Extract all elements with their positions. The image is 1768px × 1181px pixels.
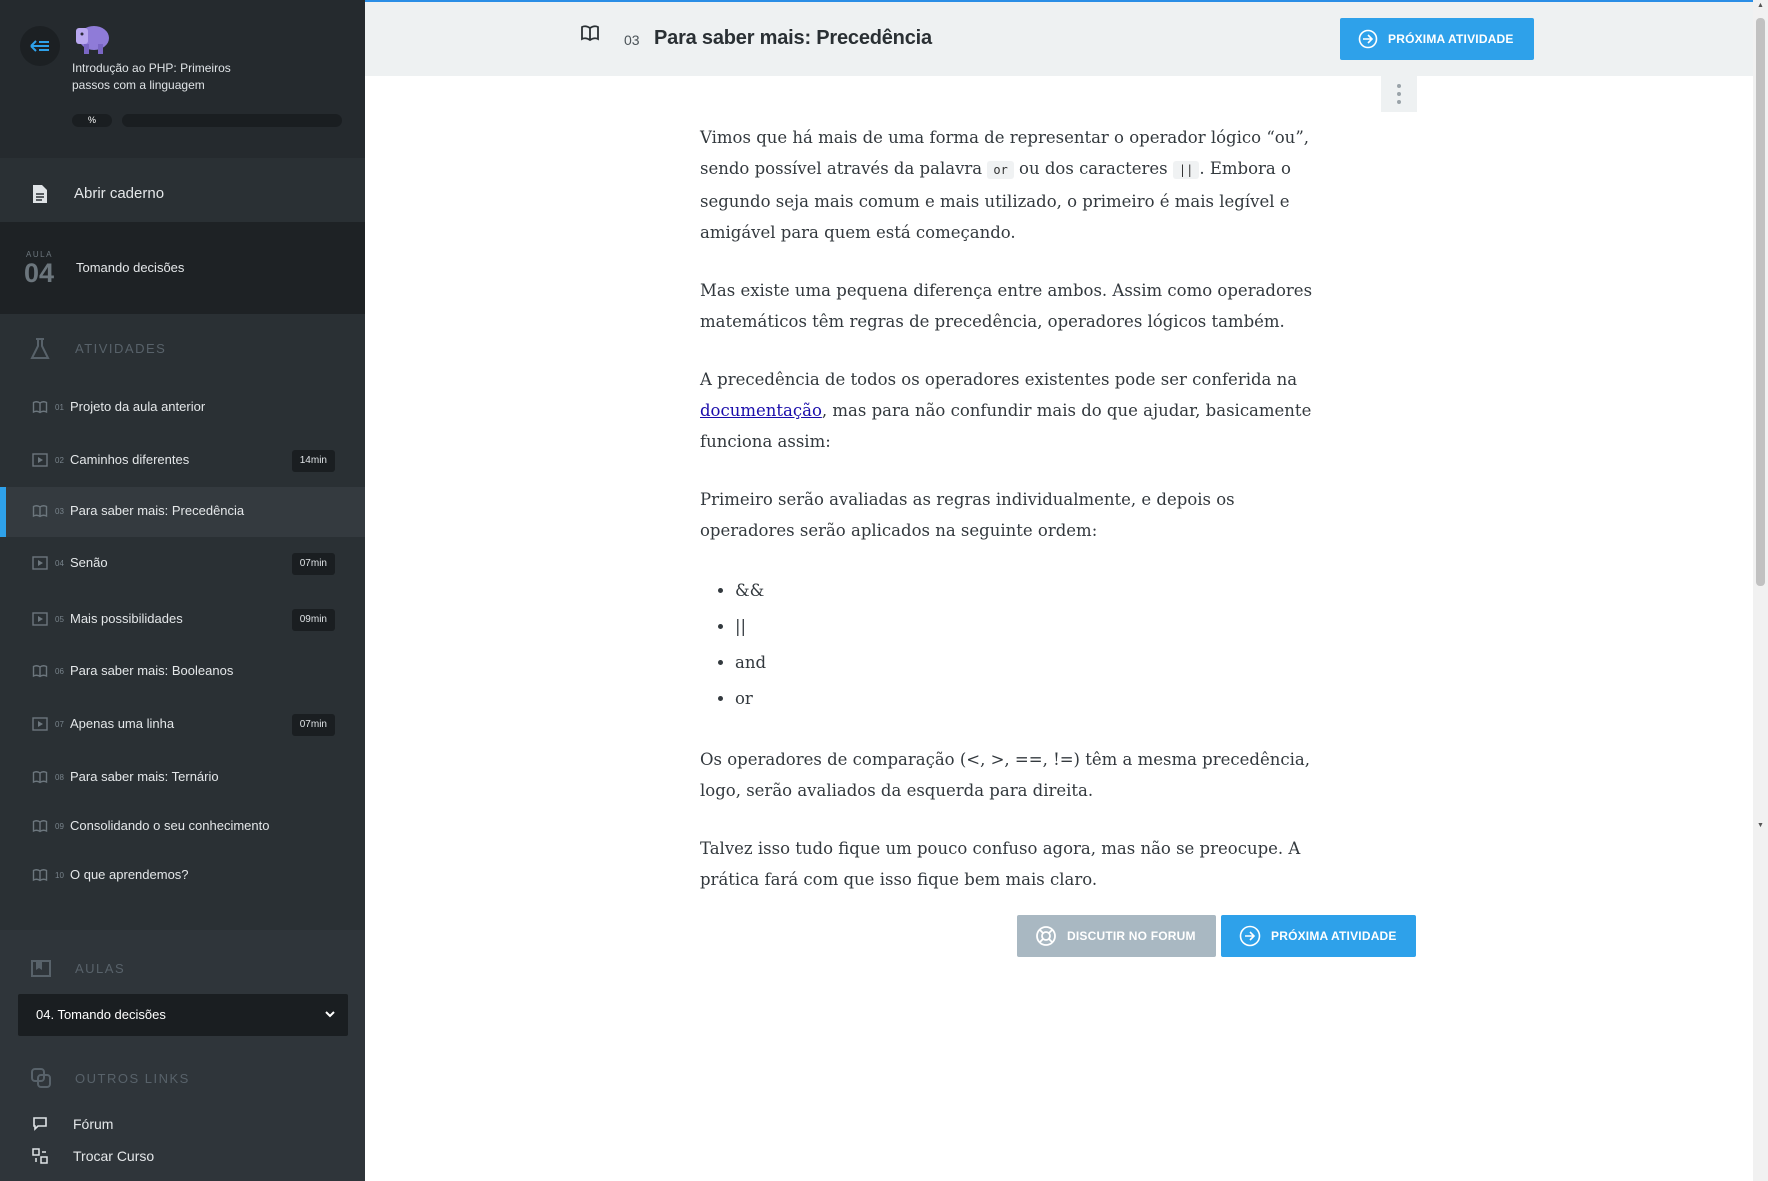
operator-order-list xyxy=(735,573,1330,717)
text: Vimos que há mais de uma forma de representar o operador lógico “ou”, sendo possível através da palavra xyxy=(700,128,1309,178)
book-stack-icon xyxy=(30,957,52,979)
paragraph xyxy=(700,122,1330,248)
activity-title: O que aprendemos? xyxy=(70,867,189,882)
activity-number: 06 xyxy=(55,667,64,676)
switch-course-link[interactable]: Trocar Curso xyxy=(0,1144,365,1170)
activity-content xyxy=(700,122,1330,922)
scrollbar-thumb[interactable] xyxy=(1756,18,1765,586)
video-play-icon xyxy=(32,556,48,570)
next-activity-button-bottom[interactable]: PRÓXIMA ATIVIDADE xyxy=(1221,915,1416,957)
duration-badge: 07min xyxy=(292,553,335,575)
chevron-down-icon xyxy=(324,1007,336,1021)
open-notebook-label: Abrir caderno xyxy=(74,185,165,202)
paragraph: Talvez isso tudo fique um pouco confuso agora, mas não se preocupe. A prática fará com que isso fique bem mais claro. xyxy=(700,839,1301,889)
sidebar-header xyxy=(0,0,365,158)
text: ou dos caracteres xyxy=(1013,159,1173,178)
progress-percent: % xyxy=(72,114,112,127)
arrow-circle-right-icon xyxy=(1239,925,1261,947)
activity-number: 07 xyxy=(55,720,64,729)
activity-item[interactable] xyxy=(0,539,365,589)
dot xyxy=(1397,100,1401,104)
text: , mas para não confundir mais do que ajudar, basicamente funciona assim: xyxy=(700,401,1312,451)
video-play-icon xyxy=(32,612,48,626)
activity-number: 02 xyxy=(55,456,64,465)
open-book-icon xyxy=(580,24,600,42)
activity-number: 10 xyxy=(55,871,64,880)
page-scrollbar[interactable] xyxy=(1753,0,1768,1181)
chat-icon xyxy=(32,1116,48,1132)
activities-heading: ATIVIDADES xyxy=(0,328,365,368)
text: A precedência de todos os operadores existentes pode ser conferida na xyxy=(700,370,1298,389)
scroll-up-arrow[interactable]: ▲ xyxy=(1757,2,1764,9)
course-title: Introdução ao PHP: Primeiros passos com a linguagem xyxy=(72,61,231,92)
activity-title: Para saber mais: Ternário xyxy=(70,769,219,784)
activity-title: Caminhos diferentes xyxy=(70,452,190,467)
duration-badge: 14min xyxy=(292,450,335,472)
activity-topbar xyxy=(365,0,1753,76)
activity-title: Consolidando o seu conhecimento xyxy=(70,818,270,833)
activity-title: Para saber mais: Precedência xyxy=(70,503,245,518)
documentation-link[interactable]: documentação xyxy=(700,401,822,420)
sidebar xyxy=(0,0,365,1181)
activity-item[interactable] xyxy=(0,647,365,697)
lesson-select[interactable] xyxy=(18,994,348,1036)
arrow-left-icon xyxy=(30,39,50,53)
list-item: • or xyxy=(735,681,1330,717)
activity-item[interactable] xyxy=(0,383,365,433)
dot xyxy=(1397,92,1401,96)
activity-item[interactable] xyxy=(0,700,365,750)
scroll-down-arrow[interactable]: ▼ xyxy=(1757,822,1764,829)
text: . Embora o segundo seja mais comum e mais utilizado, o primeiro é mais legível e amigável para quem está começando. xyxy=(700,159,1291,242)
current-lesson xyxy=(0,222,365,314)
activity-number: 08 xyxy=(55,773,64,782)
discuss-forum-button[interactable]: DISCUTIR NO FORUM xyxy=(1017,915,1216,957)
dot xyxy=(1397,84,1401,88)
activity-title: Projeto da aula anterior xyxy=(70,399,206,414)
activity-number: 04 xyxy=(55,559,64,568)
paragraph xyxy=(700,364,1330,457)
swap-icon xyxy=(32,1148,48,1164)
activity-item[interactable] xyxy=(0,802,365,852)
book-icon xyxy=(32,770,48,784)
open-notebook-link[interactable] xyxy=(0,172,365,216)
activity-title: Para saber mais: Precedência xyxy=(654,27,932,49)
lesson-number: 04 xyxy=(24,258,55,288)
activity-title: Para saber mais: Booleanos xyxy=(70,663,234,678)
lifebuoy-icon xyxy=(1035,925,1057,947)
more-options-button[interactable] xyxy=(1381,76,1417,112)
inline-code: or xyxy=(987,161,1013,179)
inline-code: || xyxy=(1173,161,1199,179)
link-icon xyxy=(30,1067,52,1089)
activity-item[interactable] xyxy=(0,851,365,901)
activity-number: 01 xyxy=(55,403,64,412)
activity-item[interactable] xyxy=(0,753,365,803)
activity-item[interactable] xyxy=(0,595,365,645)
aulas-heading: AULAS xyxy=(0,948,365,988)
list-item: • && xyxy=(735,573,1330,609)
duration-badge: 09min xyxy=(292,609,335,631)
php-elephant-logo xyxy=(72,22,112,58)
activity-title: Senão xyxy=(70,555,108,570)
book-icon xyxy=(32,400,48,414)
book-icon xyxy=(32,868,48,882)
book-icon xyxy=(32,504,48,518)
duration-badge: 07min xyxy=(292,714,335,736)
activity-item[interactable] xyxy=(0,487,365,537)
book-icon xyxy=(32,664,48,678)
activity-title: Mais possibilidades xyxy=(70,611,183,626)
paragraph: Os operadores de comparação (<, >, ==, !=) têm a mesma precedência, logo, serão avaliados da esquerda para direita. xyxy=(700,750,1310,800)
activity-item[interactable] xyxy=(0,436,365,486)
activity-title: Apenas uma linha xyxy=(70,716,175,731)
video-play-icon xyxy=(32,717,48,731)
book-icon xyxy=(32,819,48,833)
other-links-heading: OUTROS LINKS xyxy=(0,1058,365,1098)
back-button[interactable] xyxy=(20,26,60,66)
document-icon xyxy=(32,184,48,204)
list-item: • || xyxy=(735,609,1330,645)
lesson-title: Tomando decisões xyxy=(76,260,185,275)
lesson-select-value: 04. Tomando decisões xyxy=(36,1007,166,1022)
forum-link[interactable]: Fórum xyxy=(0,1112,365,1138)
next-activity-button-top[interactable]: PRÓXIMA ATIVIDADE xyxy=(1340,18,1534,60)
activity-number: 05 xyxy=(55,615,64,624)
list-item: • and xyxy=(735,645,1330,681)
activity-number: 09 xyxy=(55,822,64,831)
course-progress-bar xyxy=(122,114,342,127)
arrow-circle-right-icon xyxy=(1358,29,1378,49)
paragraph: Primeiro serão avaliadas as regras individualmente, e depois os operadores serão aplicados na seguinte ordem: xyxy=(700,490,1235,540)
activity-number: 03 xyxy=(624,32,640,48)
flask-icon xyxy=(30,337,50,361)
paragraph: Mas existe uma pequena diferença entre ambos. Assim como operadores matemáticos têm regras de precedência, operadores lógicos também. xyxy=(700,281,1313,331)
video-play-icon xyxy=(32,453,48,467)
aula-label: AULA xyxy=(26,250,53,259)
activity-number: 03 xyxy=(55,507,64,516)
